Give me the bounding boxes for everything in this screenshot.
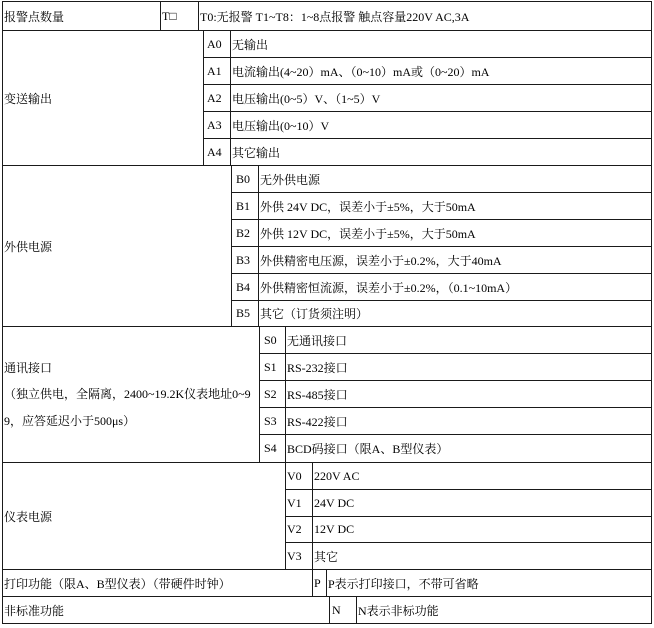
- option-desc-s0: 无通讯接口: [285, 326, 652, 354]
- option-desc-b3: 外供精密电压源，误差小于±0.2%，大于40mA: [258, 246, 652, 274]
- option-desc-s1: RS-232接口: [285, 353, 652, 381]
- option-desc-b4: 外供精密恒流源，误差小于±0.2%，（0.1~10mA）: [258, 273, 652, 301]
- communication-label: 通讯接口: [4, 360, 53, 375]
- option-code-s2: S2: [259, 380, 286, 408]
- alarm-desc: T0:无报警 T1~T8：1~8点报警 触点容量220V AC,3A: [198, 1, 652, 31]
- option-code-a2: A2: [203, 84, 231, 112]
- option-code-b1: B1: [231, 192, 259, 220]
- option-desc-a3: 电压输出(0~10）V: [230, 111, 652, 139]
- option-code-s3: S3: [259, 407, 286, 435]
- print-desc: P表示打印接口，不带可省略: [326, 569, 652, 597]
- option-code-b0: B0: [231, 165, 259, 193]
- option-code-v0: V0: [285, 462, 313, 490]
- option-desc-v0: 220V AC: [312, 462, 652, 490]
- option-desc-b2: 外供 12V DC，误差小于±5%，大于50mA: [258, 219, 652, 247]
- option-code-b3: B3: [231, 246, 259, 274]
- option-desc-b0: 无外供电源: [258, 165, 652, 193]
- option-code-a0: A0: [203, 30, 231, 58]
- alarm-label: 报警点数量: [2, 1, 161, 31]
- nonstandard-desc: N表示非标功能: [356, 596, 652, 624]
- option-code-a3: A3: [203, 111, 231, 139]
- instrument-power-label: 仪表电源: [2, 462, 286, 570]
- option-desc-a4: 其它输出: [230, 138, 652, 166]
- option-desc-b1: 外供 24V DC，误差小于±5%，大于50mA: [258, 192, 652, 220]
- option-desc-v3: 其它: [312, 542, 652, 570]
- nonstandard-label: 非标准功能: [2, 596, 330, 624]
- alarm-code: T□: [160, 1, 199, 31]
- option-code-a4: A4: [203, 138, 231, 166]
- option-code-s1: S1: [259, 353, 286, 381]
- communication-note: （独立供电，全隔离，2400~19.2K仪表地址0~99，应答延迟小于500μs）: [4, 387, 251, 428]
- option-desc-a0: 无输出: [230, 30, 652, 58]
- option-code-a1: A1: [203, 57, 231, 85]
- communication-label-block: [4, 355, 256, 435]
- print-code: P: [312, 569, 327, 597]
- option-code-v3: V3: [285, 542, 313, 570]
- nonstandard-code: N: [329, 596, 357, 624]
- option-desc-v1: 24V DC: [312, 489, 652, 517]
- option-code-b5: B5: [231, 300, 259, 327]
- option-desc-b5: 其它（订货须注明）: [258, 300, 652, 327]
- option-desc-s2: RS-485接口: [285, 380, 652, 408]
- communication-label-cell: [2, 326, 260, 463]
- option-desc-s3: RS-422接口: [285, 407, 652, 435]
- option-code-b2: B2: [231, 219, 259, 247]
- option-desc-s4: BCD码接口（限A、B型仪表）: [285, 434, 652, 463]
- external-power-label: 外供电源: [2, 165, 232, 327]
- option-desc-a1: 电流输出(4~20）mA、（0~10）mA或（0~20）mA: [230, 57, 652, 85]
- option-code-v2: V2: [285, 516, 313, 543]
- option-desc-v2: 12V DC: [312, 516, 652, 543]
- option-code-b4: B4: [231, 273, 259, 301]
- option-code-s0: S0: [259, 326, 286, 354]
- option-code-v1: V1: [285, 489, 313, 517]
- transmit-output-label: 变送输出: [2, 30, 204, 166]
- option-desc-a2: 电压输出(0~5）V、（1~5）V: [230, 84, 652, 112]
- option-code-s4: S4: [259, 434, 286, 463]
- print-label: 打印功能（限A、B型仪表）（带硬件时钟）: [2, 569, 313, 597]
